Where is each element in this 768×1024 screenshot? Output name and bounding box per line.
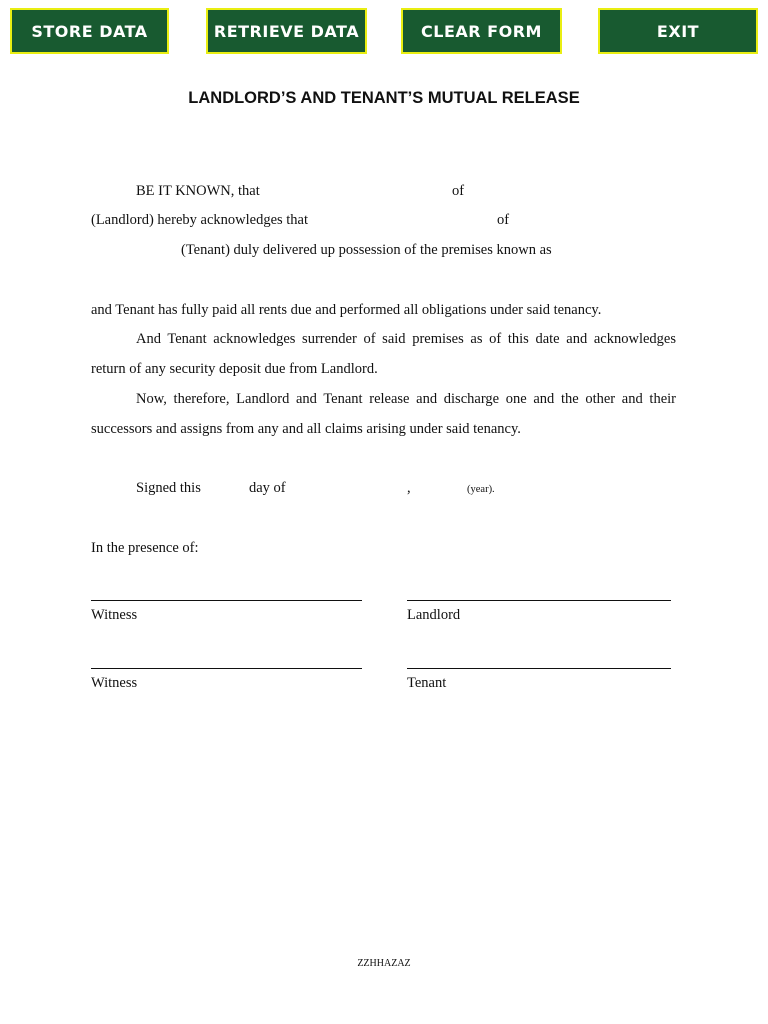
landlord-label: Landlord	[407, 607, 461, 623]
landlord-name-field[interactable]	[270, 182, 445, 200]
tenant-label: Tenant	[407, 675, 447, 691]
clear-form-button[interactable]: CLEAR FORM	[401, 8, 562, 54]
text-of-1: of	[452, 183, 465, 199]
exit-button[interactable]: EXIT	[598, 8, 758, 54]
witness1-label: Witness	[91, 607, 138, 623]
retrieve-data-button[interactable]: RETRIEVE DATA	[206, 8, 367, 54]
footer-code: ZZHHAZAZ	[357, 958, 411, 969]
signed-month-field[interactable]	[292, 479, 404, 497]
tenant-address-field-1[interactable]	[515, 211, 675, 229]
text-security-deposit: return of any security deposit due from Landlord.	[91, 361, 378, 377]
store-data-button[interactable]: STORE DATA	[10, 8, 169, 54]
text-year: (year).	[467, 484, 495, 495]
premises-field[interactable]	[91, 271, 676, 289]
text-presence: In the presence of:	[91, 540, 199, 556]
document-title: LANDLORD’S AND TENANT’S MUTUAL RELEASE	[188, 89, 580, 107]
text-tenant-surrender: And Tenant acknowledges surrender of said premises as of this date and acknowledges	[136, 331, 676, 347]
witness1-signature-line[interactable]	[91, 600, 362, 601]
text-day-of: day of	[249, 480, 286, 496]
signed-day-field[interactable]	[208, 479, 244, 497]
witness2-label: Witness	[91, 675, 138, 691]
text-release-discharge: Now, therefore, Landlord and Tenant release and discharge one and the other and their	[136, 391, 676, 407]
text-successors: successors and assigns from any and all claims arising under said tenancy.	[91, 421, 521, 437]
text-tenant-delivered: (Tenant) duly delivered up possession of the premises known as	[181, 242, 552, 258]
tenant-address-field-2[interactable]	[91, 241, 176, 259]
witness2-signature-line[interactable]	[91, 668, 362, 669]
text-paid-rents: and Tenant has fully paid all rents due and performed all obligations under said tenancy.	[91, 302, 602, 318]
text-be-it-known: BE IT KNOWN, that	[136, 183, 260, 199]
text-of-2: of	[497, 212, 510, 228]
landlord-address-field[interactable]	[470, 182, 670, 200]
signed-year-field[interactable]	[418, 479, 464, 497]
text-comma: ,	[407, 480, 411, 496]
tenant-name-field[interactable]	[322, 211, 490, 229]
landlord-signature-line[interactable]	[407, 600, 671, 601]
text-signed-this: Signed this	[136, 480, 201, 496]
text-landlord-acknowledges: (Landlord) hereby acknowledges that	[91, 212, 309, 228]
tenant-signature-line[interactable]	[407, 668, 671, 669]
